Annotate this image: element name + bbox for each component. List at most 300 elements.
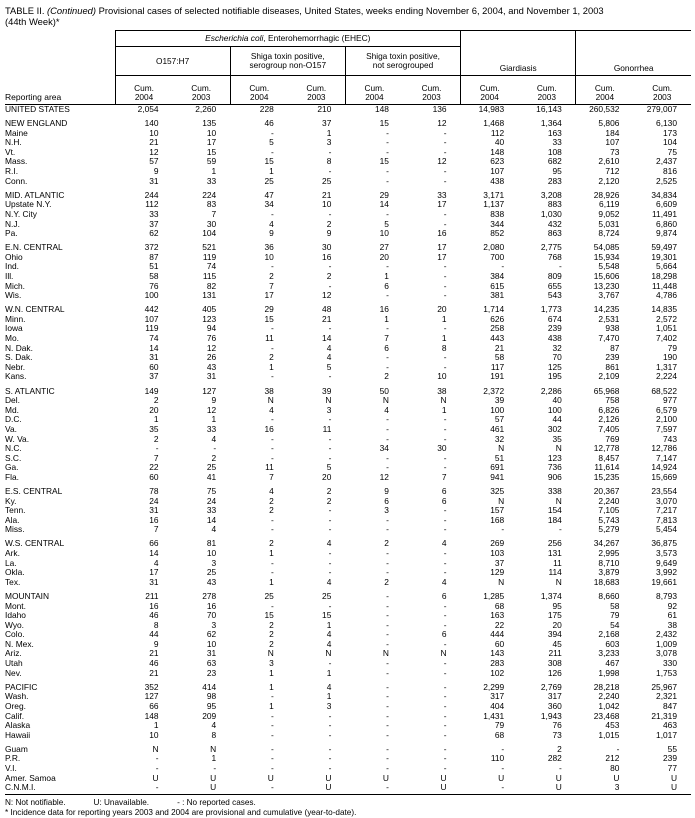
value-cell: 1,773 [540,304,562,315]
value-cell: 32 [552,342,562,353]
value-cell: - [386,127,389,138]
value-cell: 6 [441,590,447,601]
value-cell: 1 [441,333,447,344]
value-cell: - [328,743,332,754]
value-cell: 51 [494,452,505,463]
value-cell: 256 [547,538,562,549]
value-cell: 6,119 [599,199,620,210]
value-cell: 883 [547,199,562,210]
table-row [5,745,691,755]
reporting-area-cell: C.N.M.I. [5,783,115,794]
value-cell: - [386,691,389,702]
reporting-area-cell: Tenn. [5,506,26,516]
value-cell: 110 [490,753,505,764]
reporting-area-cell: Mont. [5,601,26,611]
value-cell: 1,753 [656,667,677,678]
value-cell: 7,813 [656,514,677,525]
table-row [5,282,691,292]
value-cell: 1 [384,271,389,281]
value-cell: 212 [605,753,620,764]
value-cell: 184 [605,127,620,138]
reporting-area-cell: Vt. [5,147,16,157]
value-cell: 20 [437,304,447,315]
cum-label: Cum. [249,83,270,93]
value-cell: 31 [149,576,159,587]
reporting-area-cell: NEW ENGLAND [5,119,68,129]
footnote-keys [5,798,691,808]
reporting-area-cell: N. Mex. [5,639,34,649]
value-cell: 95 [552,166,562,177]
value-cell: 712 [605,166,620,177]
value-cell: 239 [547,323,562,334]
value-cell: N [382,648,389,659]
value-cell: 691 [490,462,505,473]
reporting-area-cell: Wash. [5,692,29,702]
value-cell: - [386,433,389,444]
value-cell: 9 [384,485,389,496]
value-cell: 3,992 [656,567,677,578]
reporting-area-cell: Ind. [5,262,19,272]
value-cell: 338 [547,485,562,496]
value-cell: 2,775 [540,242,562,253]
value-cell: 405 [202,304,217,315]
value-cell: 119 [202,251,217,262]
value-cell: - [501,261,505,272]
value-cell: 112 [145,199,159,210]
reporting-area-cell: N.J. [5,219,20,229]
value-cell: 51 [149,261,159,272]
table-row [5,334,691,344]
value-cell: 2 [326,485,332,496]
value-cell: - [443,610,447,621]
value-cell: 1 [211,166,217,177]
value-cell: 743 [663,433,677,444]
value-cell: 1 [211,414,217,425]
value-cell: 21 [149,137,159,148]
reporting-area-cell: N.Y. City [5,209,37,219]
value-cell: - [328,720,332,731]
value-cell: 19,301 [651,251,677,262]
value-cell: - [501,763,505,773]
value-cell: 190 [663,352,677,363]
value-cell: 1 [441,313,447,324]
value-cell: 8 [441,342,447,353]
cum-label: Cum. [594,83,615,93]
value-cell: - [213,443,217,454]
value-cell: 941 [490,471,505,482]
value-cell: 191 [490,371,505,382]
table-row [5,105,691,115]
value-cell: 5,548 [598,261,620,272]
value-cell: 25 [206,462,217,473]
value-cell: 4 [269,485,274,496]
value-cell: 25 [264,175,274,186]
table-row [5,315,691,325]
value-cell: 404 [490,700,505,711]
value-cell: 25 [264,590,274,601]
value-cell: U [518,783,576,794]
value-cell: - [443,743,447,754]
value-cell: 2 [269,271,274,281]
year-label: 2003 [191,92,211,102]
value-cell: - [270,720,274,731]
table-row [5,372,691,382]
value-cell: 17 [149,567,159,578]
table-row [5,119,691,129]
cum-label: Cum. [536,83,557,93]
value-cell: - [386,361,389,372]
value-cell: - [443,218,447,229]
column-header-cum [518,76,576,105]
table-row [5,712,691,722]
value-cell: - [559,524,562,535]
value-cell: 5 [384,218,389,229]
value-cell: 432 [547,218,562,229]
value-cell: 28,218 [593,681,620,692]
value-cell: 3,078 [656,648,677,659]
table-row [5,539,691,549]
value-cell: 239 [605,352,620,363]
value-cell: - [328,548,332,559]
table-row [5,272,691,282]
table-row [5,454,691,464]
value-cell: 30 [206,218,217,229]
reporting-area-cell: PACIFIC [5,682,38,692]
table-row [5,683,691,693]
value-cell: - [443,261,447,272]
value-cell: - [270,514,274,525]
value-cell: - [616,743,620,754]
value-cell: 7 [269,471,274,482]
value-cell: 20 [379,251,389,262]
value-cell: - [386,763,389,773]
value-cell: 6,826 [598,404,620,415]
value-cell: 44 [149,629,159,640]
value-cell: 1,051 [656,323,677,334]
value-cell: 4 [441,538,447,549]
value-cell: 769 [605,433,620,444]
value-cell: - [443,505,447,516]
value-cell: 26 [206,352,217,363]
value-cell: 15 [264,156,274,167]
value-cell: 25,967 [651,681,677,692]
value-cell: N [440,395,447,406]
value-cell: 394 [547,629,562,640]
value-cell: 1 [269,166,274,177]
value-cell: 58 [610,600,620,611]
value-cell: 14 [149,548,159,559]
value-cell: - [270,710,274,721]
value-cell: 37 [494,557,505,568]
value-cell: 2 [384,576,389,587]
value-cell: 453 [605,720,620,731]
value-cell: 2,321 [656,691,677,702]
value-cell: 102 [490,667,505,678]
value-cell: 74 [206,261,217,272]
value-cell: 44 [552,414,562,425]
table-row [5,344,691,354]
header-group-row [5,31,691,47]
value-cell: U [325,772,332,783]
value-cell: 2,054 [137,104,159,114]
value-cell: 7 [384,333,389,344]
value-cell: 4 [269,404,274,415]
value-cell: 103 [490,548,505,559]
year-label: 2003 [652,92,672,102]
value-cell: - [386,700,389,711]
value-cell: 66 [149,700,159,711]
value-cell: 195 [547,371,562,382]
value-cell: 352 [144,681,159,692]
value-cell: 2 [269,538,274,549]
value-cell: - [328,710,332,721]
value-cell: 623 [490,156,505,167]
column-header-cum [461,76,519,105]
value-cell: 1,009 [656,638,677,649]
value-cell: 4 [211,524,217,535]
table-row [5,148,691,158]
value-cell: 60 [494,638,505,649]
reporting-area-cell: Va. [5,424,17,434]
table-row [5,387,691,397]
value-cell: - [443,763,447,773]
reporting-area-cell: Conn. [5,176,28,186]
value-cell: 34,834 [651,189,677,200]
value-cell: 57 [494,414,505,425]
value-cell: 5,031 [598,218,620,229]
value-cell: 37 [149,371,159,382]
value-cell: - [328,567,332,578]
value-cell: U [403,783,461,794]
ehec-label-rest: , Enterohemorrhagic (EHEC) [263,32,371,43]
value-cell: 6 [384,495,389,506]
value-cell: 123 [547,452,562,463]
value-cell: 278 [202,590,217,601]
value-cell: 16 [322,251,332,262]
value-cell: 184 [547,514,562,525]
value-cell: 104 [202,228,217,239]
value-cell: 168 [490,514,505,525]
value-cell: 8,457 [598,452,620,463]
value-cell: 33 [206,175,217,186]
value-cell: 6,130 [656,118,677,129]
reporting-area-cell: P.R. [5,754,21,764]
reporting-area-cell: Colo. [5,630,25,640]
value-cell: 2 [384,371,389,382]
value-cell: 12 [322,290,332,301]
value-cell: 4 [326,576,332,587]
value-cell: - [443,700,447,711]
reporting-area-cell: Maine [5,128,28,138]
value-cell: - [270,323,274,334]
reporting-area-cell: UNITED STATES [5,104,70,114]
value-cell: N [555,576,562,587]
value-cell: - [213,763,217,773]
reporting-area-cell: Md. [5,405,19,415]
value-cell: 33 [206,505,217,516]
value-cell: 7,597 [656,423,677,434]
reporting-area-cell: Amer. Samoa [5,773,56,783]
value-cell: 70 [552,352,562,363]
table-row [5,406,691,416]
value-cell: 21,319 [651,710,677,721]
value-cell: - [386,610,389,621]
value-cell: 29 [379,189,389,200]
reporting-area-cell: Hawaii [5,730,31,740]
value-cell: 2,080 [483,242,505,253]
value-cell: N [325,648,332,659]
value-cell: 12,786 [651,443,677,454]
year-label: 2004 [480,92,499,102]
value-cell: 31 [149,352,159,363]
value-cell: 17 [437,251,447,262]
value-cell: 444 [490,629,505,640]
value-cell: 330 [663,658,677,669]
value-cell: 906 [547,471,562,482]
value-cell: - [386,681,389,692]
value-cell: 3,767 [598,290,620,301]
table-title-continued: (Continued) [47,5,97,16]
value-cell: 2 [269,352,274,363]
value-cell: - [443,729,447,740]
value-cell: 154 [547,505,562,516]
value-cell: 127 [144,691,159,702]
value-cell: 6,579 [656,404,677,415]
value-cell: 15 [264,610,274,621]
value-cell: 16 [264,423,274,434]
value-cell: 615 [490,280,505,291]
table-row [5,754,691,764]
value-cell: - [345,783,403,794]
value-cell: - [270,208,274,219]
value-cell: 136 [432,104,447,114]
o157-h7-header [115,47,230,76]
value-cell: 317 [490,691,505,702]
value-cell: 461 [490,423,505,434]
cum-label: Cum. [652,83,673,93]
value-cell: 4 [384,404,389,415]
value-cell: 1,374 [540,590,562,601]
ehec-label-italic: Escherichia coli [205,32,264,43]
value-cell: 1 [441,404,447,415]
value-cell: 38 [667,619,677,630]
value-cell: 16 [379,304,389,315]
value-cell: 228 [259,104,274,114]
value-cell: 59,497 [651,242,677,253]
table-row [5,692,691,702]
reporting-area-cell: N. Dak. [5,343,33,353]
value-cell: 2,260 [195,104,217,114]
value-cell: 60 [149,471,159,482]
value-cell: 34 [379,443,389,454]
value-cell: 1,431 [483,710,505,721]
table-title [5,5,691,16]
value-cell: 4 [211,433,217,444]
ehec-group-header [115,31,461,47]
value-cell: 325 [490,485,505,496]
value-cell: 27 [379,242,389,253]
table-row [5,516,691,526]
value-cell: 442 [144,304,159,315]
value-cell: 22 [494,619,505,630]
reporting-area-cell: Miss. [5,525,25,535]
value-cell: 83 [206,199,217,210]
value-cell: 3,208 [540,189,562,200]
value-cell: 163 [490,610,505,621]
value-cell: - [443,452,447,463]
value-cell: - [155,753,159,764]
value-cell: - [501,743,505,754]
value-cell: 10 [206,127,217,138]
value-cell: - [328,280,332,291]
value-cell: - [386,414,389,425]
reporting-area-cell: Fla. [5,472,19,482]
reporting-area-cell: N.C. [5,444,22,454]
value-cell: 16 [149,600,159,611]
value-cell: 2 [557,743,562,754]
value-cell: - [386,323,389,334]
value-cell: - [386,658,389,669]
value-cell: 5,743 [598,514,620,525]
table-row [5,463,691,473]
value-cell: 14 [149,342,159,353]
table-row [5,731,691,741]
value-cell: 2,240 [598,495,620,506]
value-cell: 95 [552,600,562,611]
value-cell: 30 [322,242,332,253]
reporting-area-cell: Minn. [5,314,26,324]
value-cell: 61 [667,610,677,621]
value-cell: 1 [153,414,159,425]
value-cell: 73 [552,729,562,740]
value-cell: 852 [490,228,505,239]
value-cell: 11 [322,423,332,434]
value-cell: 2,126 [598,414,620,425]
value-cell: 308 [547,658,562,669]
cum-label: Cum. [306,83,327,93]
value-cell: 2,531 [598,313,620,324]
value-cell: 861 [605,361,620,372]
value-cell: 7,402 [656,333,677,344]
reporting-area-cell: Calif. [5,711,25,721]
column-header-cum [576,76,634,105]
table-row [5,210,691,220]
value-cell: - [328,753,332,764]
value-cell: 1,017 [656,729,677,740]
value-cell: 143 [490,648,505,659]
value-cell: 1 [384,313,389,324]
value-cell: 54 [610,619,620,630]
value-cell: - [386,638,389,649]
reporting-area-cell: Ariz. [5,649,22,659]
value-cell: 1,015 [598,729,620,740]
reporting-area-cell: Ky. [5,496,17,506]
value-cell: - [443,414,447,425]
table-row [5,506,691,516]
value-cell: 35 [149,423,159,434]
value-cell: 7,470 [598,333,620,344]
value-cell: 24 [206,495,217,506]
value-cell: 3 [269,658,274,669]
column-header-cum [403,76,461,105]
value-cell: - [328,146,332,157]
value-cell: 112 [490,127,505,138]
value-cell: - [386,567,389,578]
value-cell: 58 [149,271,159,281]
value-cell: 39 [322,385,332,396]
value-cell: - [443,667,447,678]
value-cell: - [386,600,389,611]
